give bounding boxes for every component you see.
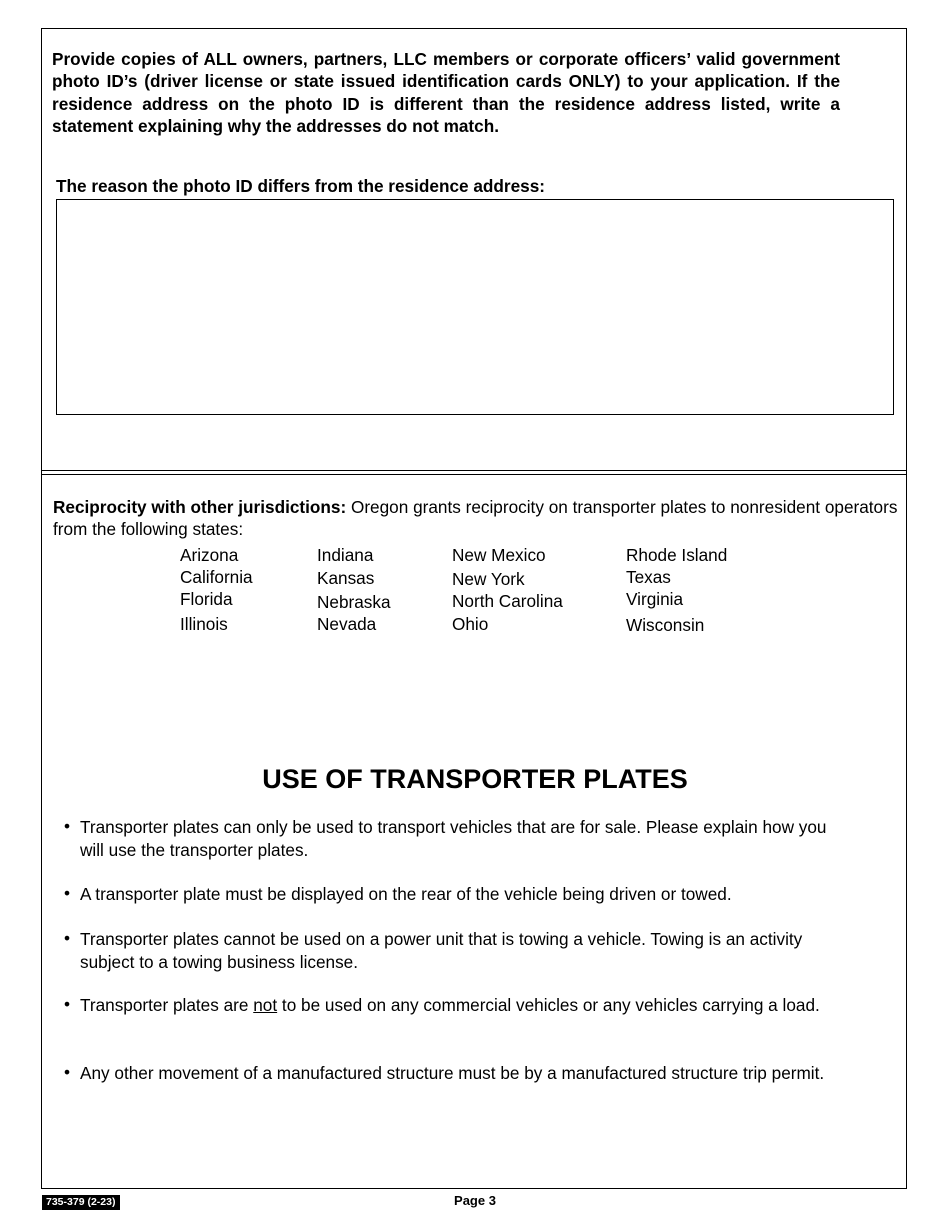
state-item: Illinois [180, 614, 228, 634]
reciprocity-paragraph [53, 496, 903, 540]
list-item [80, 994, 840, 1017]
list-item: Transporter plates can only be used to transport vehicles that are for sale. Please explain how you will use the transporter plates. [80, 817, 827, 860]
bullet-icon: • [64, 883, 71, 903]
section-divider-bottom [41, 474, 907, 475]
state-item: Wisconsin [626, 615, 705, 635]
list-item-text: Transporter plates are [80, 995, 254, 1015]
state-item: New York [452, 569, 525, 589]
photo-id-instructions: Provide copies of ALL owners, partners, LLC members or corporate officers’ valid government photo ID’s (driver license or state issued identification cards ONLY) to your application. If the residence address on the photo ID is different than the residence address listed, write a statement explaining why the addresses do not match. [52, 49, 840, 136]
section-title: USE OF TRANSPORTER PLATES [262, 764, 688, 794]
state-item: California [180, 567, 253, 587]
bullet-icon: • [64, 994, 71, 1014]
state-item: Texas [626, 567, 671, 587]
reason-text-field[interactable] [56, 199, 894, 415]
bullet-icon: • [64, 1062, 71, 1082]
reciprocity-text: Oregon grants reciprocity on transporter plates to nonresident operators from the following states: [53, 497, 898, 539]
state-item: Kansas [317, 568, 375, 588]
state-item: Nebraska [317, 592, 391, 612]
form-number-badge: 735-379 (2-23) [42, 1195, 120, 1210]
bullet-icon: • [64, 816, 71, 836]
reason-field-label: The reason the photo ID differs from the residence address: [56, 176, 545, 196]
state-item: New Mexico [452, 545, 546, 565]
state-item: North Carolina [452, 591, 563, 611]
bullet-icon: • [64, 928, 71, 948]
reciprocity-heading: Reciprocity with other jurisdictions: [53, 497, 347, 517]
list-item: Transporter plates cannot be used on a power unit that is towing a vehicle. Towing is an activity subject to a towing business license. [80, 929, 803, 972]
state-item: Ohio [452, 614, 489, 634]
section-divider-top [41, 470, 907, 471]
list-item-text: to be used on any commercial vehicles or any vehicles carrying a load. [277, 995, 820, 1015]
state-item: Nevada [317, 614, 377, 634]
state-item: Florida [180, 589, 233, 609]
list-item: A transporter plate must be displayed on the rear of the vehicle being driven or towed. [80, 884, 732, 904]
state-item: Virginia [626, 589, 684, 609]
emphasis-not: not [253, 995, 278, 1015]
state-item: Rhode Island [626, 545, 728, 565]
list-item: Any other movement of a manufactured structure must be by a manufactured structure trip permit. [80, 1063, 825, 1083]
state-item: Indiana [317, 545, 374, 565]
page-number: Page 3 [454, 1193, 496, 1208]
state-item: Arizona [180, 545, 239, 565]
